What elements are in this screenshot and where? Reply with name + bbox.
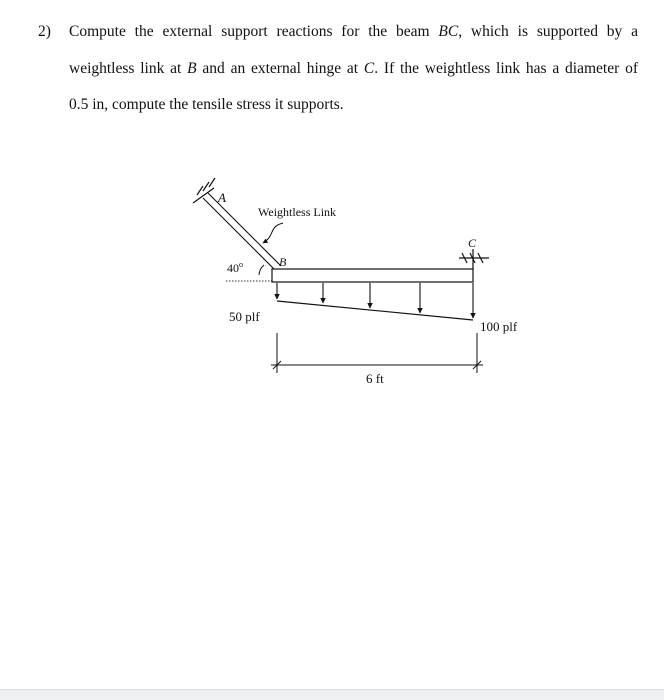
link-label-leader <box>263 223 283 243</box>
label-c: C <box>468 236 477 250</box>
problem-number: 2) <box>38 23 51 40</box>
load-profile-line <box>277 301 473 320</box>
beam-name: BC <box>438 23 459 40</box>
load-left-label: 50 plf <box>229 309 260 324</box>
problem-line-1: 2) Compute the external support reactions for the beam BC, which is supported by a <box>38 14 638 51</box>
weightless-link-label: Weightless Link <box>258 205 337 219</box>
angle-label: 40$^o$ <box>227 260 243 275</box>
problem-line-2: weightless link at B and an external hinge at C. If the weightless link has a diameter of <box>69 59 638 77</box>
label-a: A <box>218 190 226 205</box>
span-dimension <box>271 333 483 373</box>
span-label: 6 ft <box>366 371 384 386</box>
angle-arc <box>259 265 264 275</box>
problem-line-3: 0.5 in, compute the tensile stress it supports. <box>69 96 344 113</box>
label-b: B <box>279 255 287 269</box>
load-right-label: 100 plf <box>480 319 518 334</box>
viewer-bottom-bar <box>0 689 664 700</box>
beam-bc <box>272 269 473 282</box>
hinge-support-c <box>459 249 489 269</box>
distributed-load <box>277 283 473 320</box>
